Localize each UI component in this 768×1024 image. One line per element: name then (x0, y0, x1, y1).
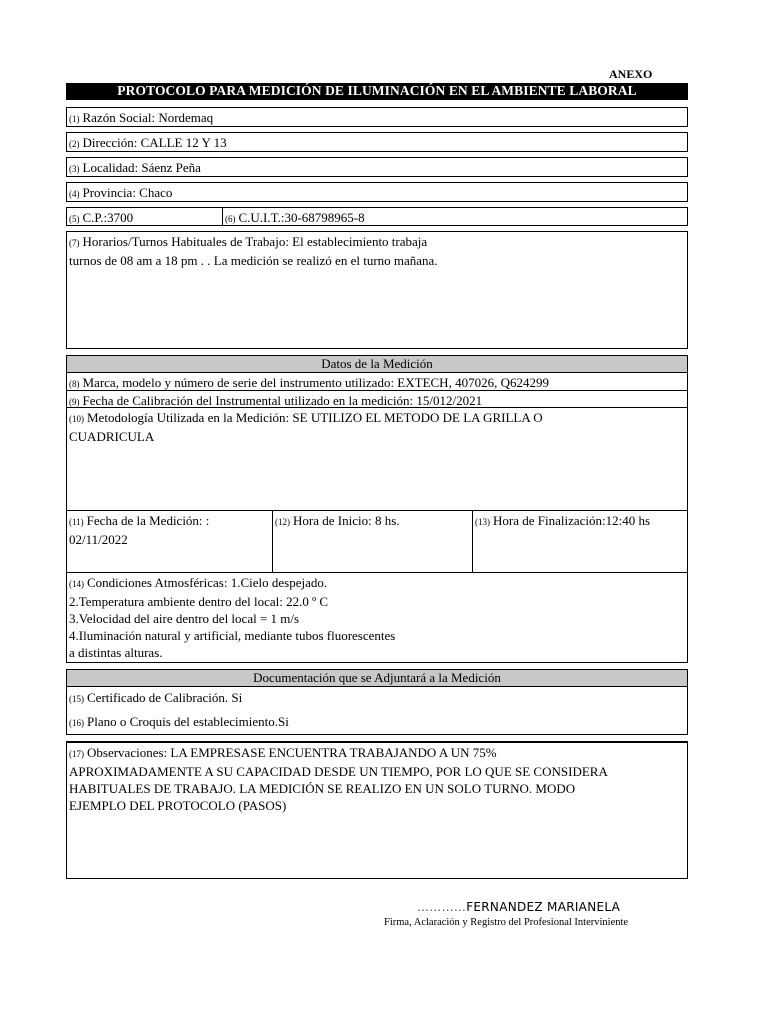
section-datos-medicion (66, 355, 688, 663)
field-text: Metodología Utilizada en la Medición: SE UTILIZO EL METODO DE LA GRILLA O (87, 410, 543, 425)
field-text: Plano o Croquis del establecimiento.Si (87, 714, 289, 729)
annex-label: ANEXO (609, 67, 653, 81)
field-cp (67, 208, 223, 225)
field-number: (6) (225, 214, 236, 224)
field-number: (8) (69, 379, 80, 389)
field-condiciones (67, 573, 687, 662)
field-certificado (67, 688, 687, 708)
field-row-cp-cuit (66, 207, 688, 226)
field-number: (13) (475, 517, 490, 527)
field-text: Fecha de Calibración del Instrumental utilizado en la medición: 15/012/2021 (82, 393, 483, 408)
field-number: (9) (69, 397, 80, 407)
observaciones-line-2: APROXIMADAMENTE A SU CAPACIDAD DESDE UN TIEMPO, POR LO QUE SE CONSIDERA (69, 764, 608, 779)
field-metodologia (67, 408, 687, 511)
field-text: Hora de Inicio: 8 hs. (293, 513, 400, 528)
signature-dots: ………… (417, 900, 467, 914)
field-number: (7) (69, 238, 80, 248)
field-text: Provincia: Chaco (82, 185, 173, 200)
signature-caption: Firma, Aclaración y Registro del Profesional Interviniente (384, 917, 629, 928)
field-text: Observaciones: LA EMPRESASE ENCUENTRA TRABAJANDO A UN 75% (87, 745, 497, 760)
metodologia-line-1 (69, 409, 685, 428)
field-localidad (66, 157, 688, 177)
field-horarios (66, 231, 688, 349)
fecha-line-1 (69, 512, 270, 531)
section-header-documentacion: Documentación que se Adjuntará a la Medición (67, 670, 687, 687)
field-observaciones (66, 741, 688, 879)
condiciones-line-2: 2.Temperatura ambiente dentro del local: 22.0 º C (69, 594, 329, 609)
condiciones-line-3: 3.Velocidad del aire dentro del local = 1 m/s (69, 611, 300, 626)
field-text: Certificado de Calibración. Si (87, 690, 243, 705)
field-number: (10) (69, 414, 84, 424)
field-number: (17) (69, 749, 84, 759)
horarios-line-2: turnos de 08 am a 18 pm . . La medición se realizó en el turno mañana. (69, 253, 438, 268)
field-plano (67, 712, 687, 732)
field-calibracion (67, 391, 687, 408)
field-number: (11) (69, 517, 84, 527)
field-hora-inicio (273, 511, 473, 573)
field-number: (12) (275, 517, 290, 527)
field-number: (14) (69, 579, 84, 589)
field-provincia (66, 182, 688, 202)
field-number: (2) (69, 139, 80, 149)
field-fecha-medicion (67, 511, 273, 573)
field-razon-social (66, 107, 688, 127)
field-number: (3) (69, 164, 80, 174)
section-documentacion (66, 669, 688, 735)
field-text: Marca, modelo y número de serie del instrumento utilizado: EXTECH, 407026, Q624299 (82, 375, 549, 390)
signature-line (417, 898, 620, 916)
fecha-line-2: 02/11/2022 (69, 532, 128, 547)
signature-name: FERNANDEZ MARIANELA (466, 900, 621, 914)
field-number: (1) (69, 114, 80, 124)
metodologia-line-2: CUADRICULA (69, 429, 155, 444)
field-cuit (223, 208, 687, 225)
field-number: (16) (69, 718, 84, 728)
horarios-line-1 (69, 233, 685, 252)
field-text: Fecha de la Medición: : (86, 513, 210, 528)
condiciones-line-1 (69, 574, 685, 593)
field-text: C.U.I.T.:30-68798965-8 (238, 210, 365, 225)
field-direccion (66, 132, 688, 152)
field-text: Hora de Finalización:12:40 hs (493, 513, 651, 528)
field-number: (15) (69, 694, 84, 704)
condiciones-line-4: 4.Iluminación natural y artificial, mediante tubos fluorescentes (69, 628, 396, 643)
section-header-datos: Datos de la Medición (67, 356, 687, 373)
protocol-title: PROTOCOLO PARA MEDICIÓN DE ILUMINACIÓN EN EL AMBIENTE LABORAL (66, 83, 688, 100)
condiciones-line-5: a distintas alturas. (69, 645, 163, 660)
observaciones-line-1 (69, 744, 685, 763)
field-text: Horarios/Turnos Habituales de Trabajo: El establecimiento trabaja (82, 234, 428, 249)
field-text: Dirección: CALLE 12 Y 13 (82, 135, 227, 150)
observaciones-line-4: EJEMPLO DEL PROTOCOLO (PASOS) (69, 798, 287, 813)
field-text: Condiciones Atmosféricas: 1.Cielo despejado. (87, 575, 328, 590)
field-number: (5) (69, 214, 80, 224)
field-instrumento (67, 373, 687, 391)
field-number: (4) (69, 189, 80, 199)
field-hora-fin (473, 511, 687, 573)
observaciones-line-3: HABITUALES DE TRABAJO. LA MEDICIÓN SE REALIZO EN UN SOLO TURNO. MODO (69, 781, 576, 796)
field-text: Razón Social: Nordemaq (82, 110, 214, 125)
field-text: Localidad: Sáenz Peña (82, 160, 201, 175)
field-text: C.P.:3700 (82, 210, 134, 225)
